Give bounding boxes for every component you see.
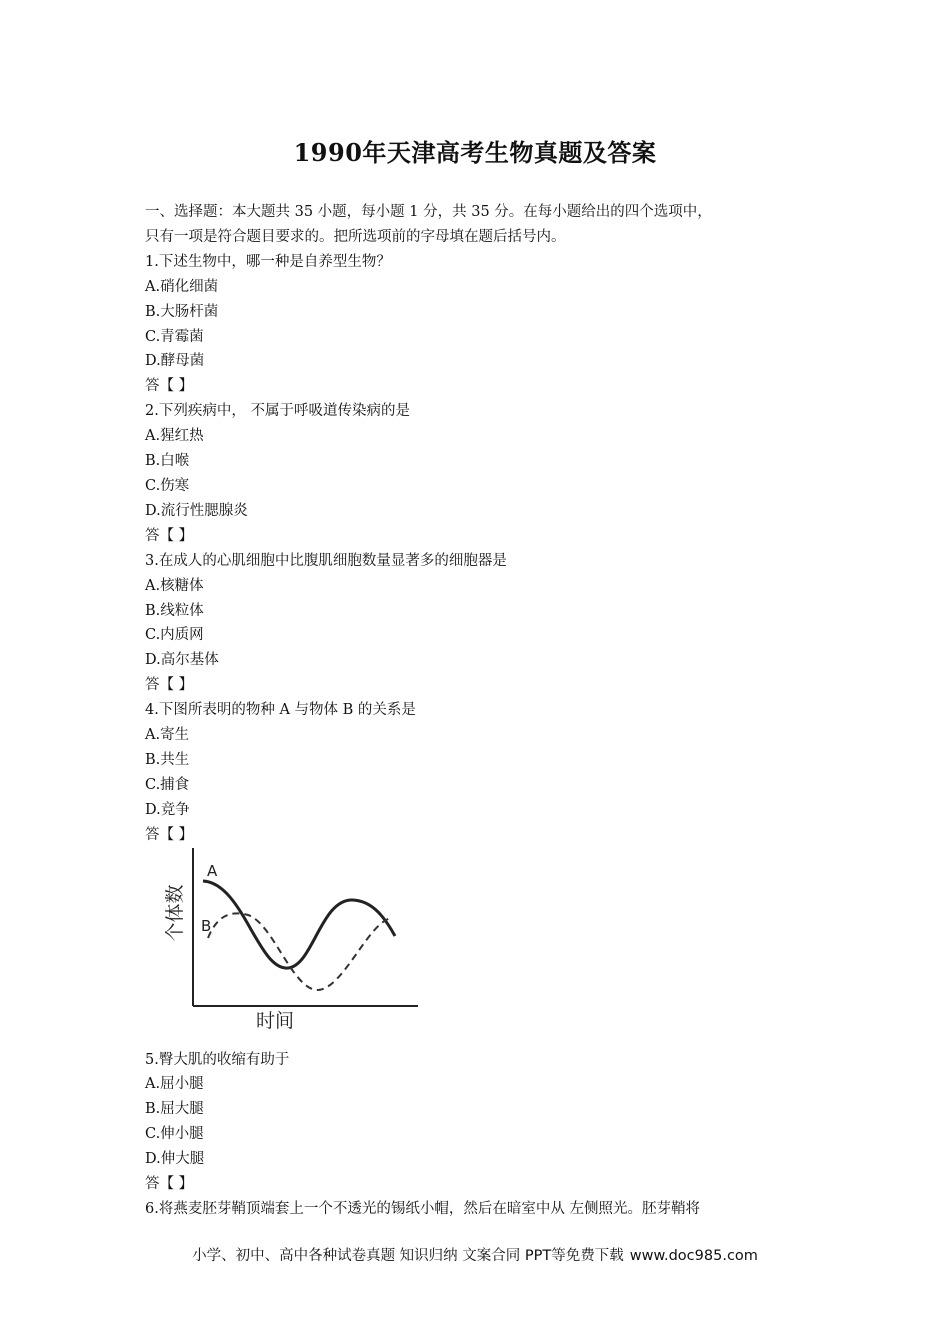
question-content — [145, 200, 810, 1222]
population-figure — [163, 843, 423, 1033]
option-item: D.流行性腮腺炎 — [145, 502, 248, 519]
option-item: B.线粒体 — [145, 602, 204, 619]
option-item: D.高尔基体 — [145, 652, 219, 669]
question-stem: 2.下列疾病中， 不属于呼吸道传染病的是 — [145, 403, 410, 420]
answer-blank: 答【 】 — [145, 378, 194, 395]
option-item: A.硝化细菌 — [145, 278, 219, 295]
option-item: A.寄生 — [145, 727, 190, 744]
option-item: C.伸小腿 — [145, 1126, 204, 1143]
intro-line: 只有一项是符合题目要求的。把所选项前的字母填在题后括号内。 — [145, 228, 566, 245]
question-stem: 5.臀大肌的收缩有助于 — [145, 1051, 290, 1068]
option-item: B.屈大腿 — [145, 1101, 204, 1118]
option-item: D.酵母菌 — [145, 353, 205, 370]
footer — [0, 1244, 950, 1265]
option-item: C.捕食 — [145, 776, 190, 793]
page-title: 1990年天津高考生物真题及答案 — [293, 138, 657, 167]
y-axis-label: 个体数 — [164, 884, 186, 942]
series-b-label: B — [201, 917, 212, 935]
option-item: B.大肠杆菌 — [145, 303, 219, 320]
option-item: A.屈小腿 — [145, 1076, 204, 1093]
answer-blank: 答【 】 — [145, 677, 194, 694]
answer-blank: 答【 】 — [145, 826, 194, 843]
question-stem: 3.在成人的心肌细胞中比腹肌细胞数量显著多的细胞器是 — [145, 552, 507, 569]
option-item: C.伤寒 — [145, 477, 190, 494]
x-axis-label: 时间 — [255, 1010, 295, 1032]
footer-url[interactable]: www.doc985.com — [629, 1248, 758, 1264]
option-item: A.核糖体 — [145, 577, 204, 594]
question-stem: 6.将燕麦胚芽鞘顶端套上一个不透光的锡纸小帽，然后在暗室中从 左侧照光。胚芽鞘将 — [145, 1201, 700, 1217]
question-stem: 1.下述生物中，哪一种是自养型生物？ — [145, 253, 391, 270]
series-b-curve — [208, 913, 391, 990]
option-item: A.猩红热 — [145, 428, 204, 445]
option-item: C.青霉菌 — [145, 328, 204, 345]
option-item: D.竞争 — [145, 801, 190, 818]
option-item: B.白喉 — [145, 453, 190, 470]
answer-blank: 答【 】 — [145, 1176, 194, 1193]
option-item: D.伸大腿 — [145, 1151, 205, 1168]
intro-line: 一、选择题：本大题共 35 小题，每小题 1 分，共 35 分。在每小题给出的四个选项中， — [145, 204, 712, 220]
answer-blank: 答【 】 — [145, 527, 194, 544]
option-item: C.内质网 — [145, 627, 204, 644]
series-a-curve — [203, 881, 395, 968]
footer-text: 小学、初中、高中各种试卷真题 知识归纳 文案合同 PPT等免费下载 — [192, 1248, 624, 1264]
population-graph — [163, 843, 423, 1033]
series-a-label: A — [207, 862, 218, 880]
question-stem: 4.下图所表明的物种 A 与物体 B 的关系是 — [145, 702, 416, 719]
option-item: B.共生 — [145, 751, 190, 768]
